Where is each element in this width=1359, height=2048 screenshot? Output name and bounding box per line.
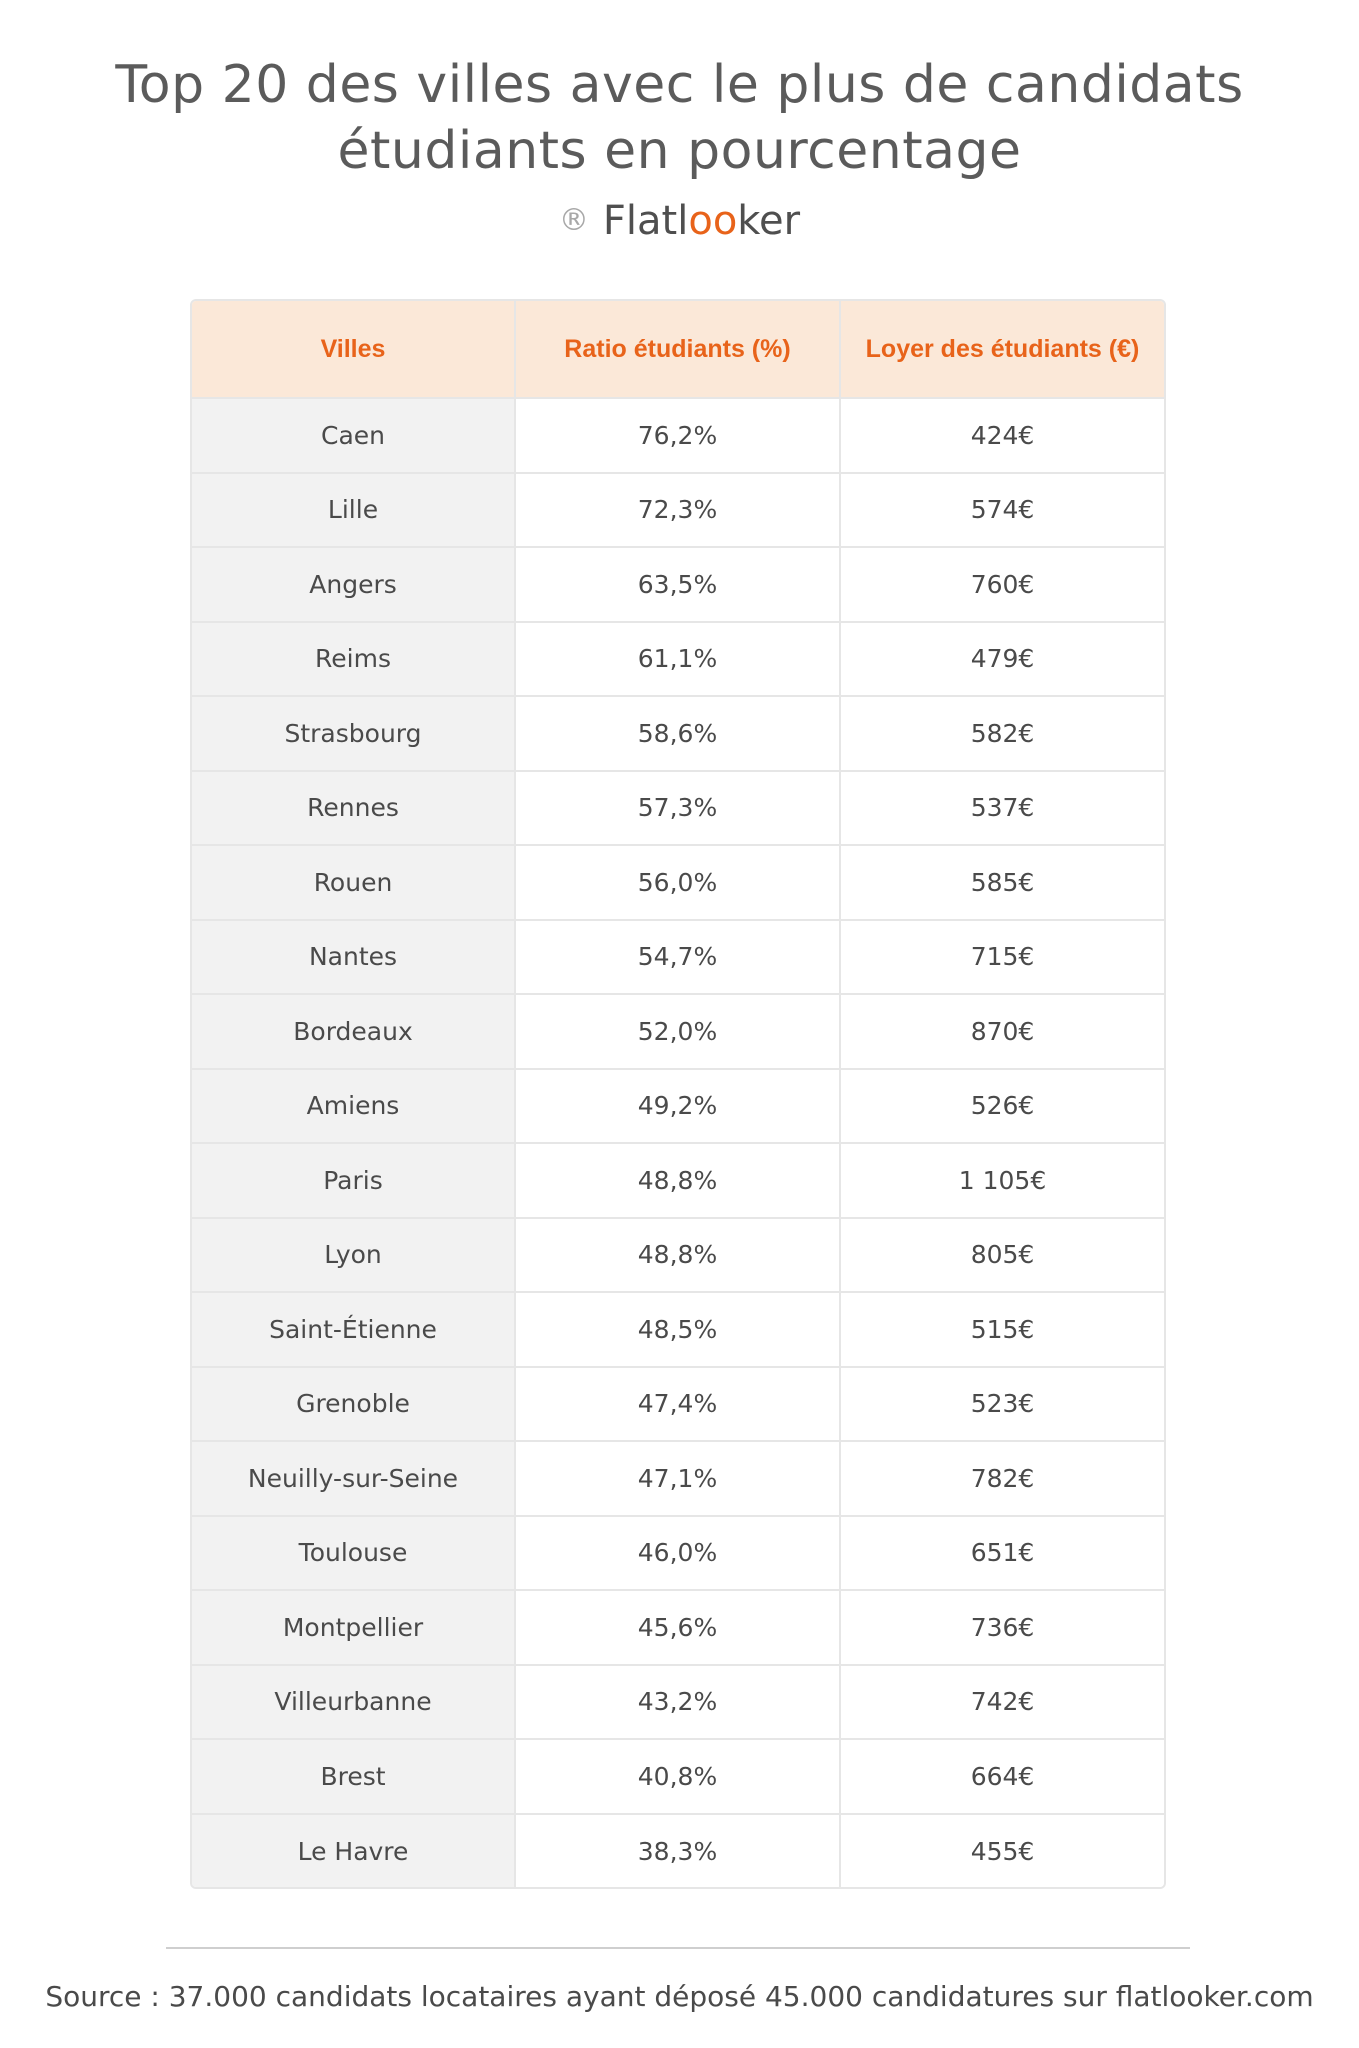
ratio-cell: 72,3% — [516, 474, 841, 547]
brand-name-part-1: Flatl — [602, 198, 689, 244]
column-header-loyer: Loyer des étudiants (€) — [865, 334, 1140, 363]
city-cell: Toulouse — [192, 1517, 516, 1590]
city-cell: Amiens — [192, 1070, 516, 1143]
rent-cell: 537€ — [841, 772, 1164, 845]
table-body — [192, 399, 1164, 1889]
table-header-row — [192, 301, 1164, 399]
city-cell: Caen — [192, 399, 516, 472]
city-cell: Angers — [192, 548, 516, 621]
city-cell: Brest — [192, 1740, 516, 1813]
city-cell: Saint-Étienne — [192, 1293, 516, 1366]
chart-title — [0, 52, 1359, 184]
city-cell: Neuilly-sur-Seine — [192, 1442, 516, 1515]
city-cell: Paris — [192, 1144, 516, 1217]
ratio-cell: 43,2% — [516, 1666, 841, 1739]
table-row — [192, 1293, 1164, 1368]
rent-cell: 1 105€ — [841, 1144, 1164, 1217]
rent-cell: 515€ — [841, 1293, 1164, 1366]
city-cell: Bordeaux — [192, 995, 516, 1068]
title-line-1: Top 20 des villes avec le plus de candidats — [115, 55, 1244, 115]
table-row — [192, 772, 1164, 847]
city-cell: Nantes — [192, 921, 516, 994]
rent-cell: 782€ — [841, 1442, 1164, 1515]
table-row — [192, 399, 1164, 474]
ratio-cell: 48,5% — [516, 1293, 841, 1366]
city-cell: Villeurbanne — [192, 1666, 516, 1739]
rent-cell: 651€ — [841, 1517, 1164, 1590]
brand-name-part-2: oo — [688, 198, 738, 244]
ratio-cell: 63,5% — [516, 548, 841, 621]
table-row — [192, 1219, 1164, 1294]
ratio-cell: 49,2% — [516, 1070, 841, 1143]
ratio-cell: 58,6% — [516, 697, 841, 770]
table-row — [192, 921, 1164, 996]
ratio-cell: 38,3% — [516, 1815, 841, 1890]
rent-cell: 870€ — [841, 995, 1164, 1068]
ratio-cell: 48,8% — [516, 1144, 841, 1217]
ratio-cell: 48,8% — [516, 1219, 841, 1292]
ratio-cell: 52,0% — [516, 995, 841, 1068]
brand-logo — [0, 196, 1359, 246]
table-row — [192, 1815, 1164, 1890]
city-cell: Lyon — [192, 1219, 516, 1292]
ratio-cell: 57,3% — [516, 772, 841, 845]
ratio-cell: 47,4% — [516, 1368, 841, 1441]
rent-cell: 664€ — [841, 1740, 1164, 1813]
ratio-cell: 45,6% — [516, 1591, 841, 1664]
rent-cell: 805€ — [841, 1219, 1164, 1292]
column-header-ratio: Ratio étudiants (%) — [516, 301, 841, 397]
table-row — [192, 1740, 1164, 1815]
table-row — [192, 995, 1164, 1070]
table-row — [192, 623, 1164, 698]
rent-cell: 526€ — [841, 1070, 1164, 1143]
table-row — [192, 474, 1164, 549]
table-row — [192, 548, 1164, 623]
rent-cell: 455€ — [841, 1815, 1164, 1890]
rent-cell: 582€ — [841, 697, 1164, 770]
city-cell: Montpellier — [192, 1591, 516, 1664]
ratio-cell: 61,1% — [516, 623, 841, 696]
rent-cell: 585€ — [841, 846, 1164, 919]
ratio-cell: 56,0% — [516, 846, 841, 919]
rent-cell: 574€ — [841, 474, 1164, 547]
city-cell: Grenoble — [192, 1368, 516, 1441]
table-row — [192, 1070, 1164, 1145]
ratio-cell: 54,7% — [516, 921, 841, 994]
ratio-cell: 76,2% — [516, 399, 841, 472]
rent-cell: 760€ — [841, 548, 1164, 621]
data-table — [190, 299, 1166, 1889]
table-row — [192, 1144, 1164, 1219]
table-row — [192, 1368, 1164, 1443]
rent-cell: 523€ — [841, 1368, 1164, 1441]
ratio-cell: 47,1% — [516, 1442, 841, 1515]
table-row — [192, 1517, 1164, 1592]
column-header-villes: Villes — [192, 301, 516, 397]
city-cell: Lille — [192, 474, 516, 547]
title-line-2: étudiants en pourcentage — [337, 121, 1022, 181]
table-row — [192, 1442, 1164, 1517]
ratio-cell: 46,0% — [516, 1517, 841, 1590]
city-cell: Rouen — [192, 846, 516, 919]
source-note: Source : 37.000 candidats locataires ayant déposé 45.000 candidatures sur flatlooker.com — [45, 1980, 1314, 2013]
city-cell: Le Havre — [192, 1815, 516, 1890]
table-row — [192, 1666, 1164, 1741]
source-divider — [166, 1947, 1190, 1949]
table-row — [192, 1591, 1164, 1666]
city-cell: Strasbourg — [192, 697, 516, 770]
table-row — [192, 846, 1164, 921]
rent-cell: 424€ — [841, 399, 1164, 472]
rent-cell: 736€ — [841, 1591, 1164, 1664]
brand-name-part-3: ker — [737, 198, 801, 244]
rent-cell: 479€ — [841, 623, 1164, 696]
rent-cell: 715€ — [841, 921, 1164, 994]
table-row — [192, 697, 1164, 772]
city-cell: Rennes — [192, 772, 516, 845]
ratio-cell: 40,8% — [516, 1740, 841, 1813]
rent-cell: 742€ — [841, 1666, 1164, 1739]
city-cell: Reims — [192, 623, 516, 696]
registered-icon: ® — [558, 203, 589, 238]
